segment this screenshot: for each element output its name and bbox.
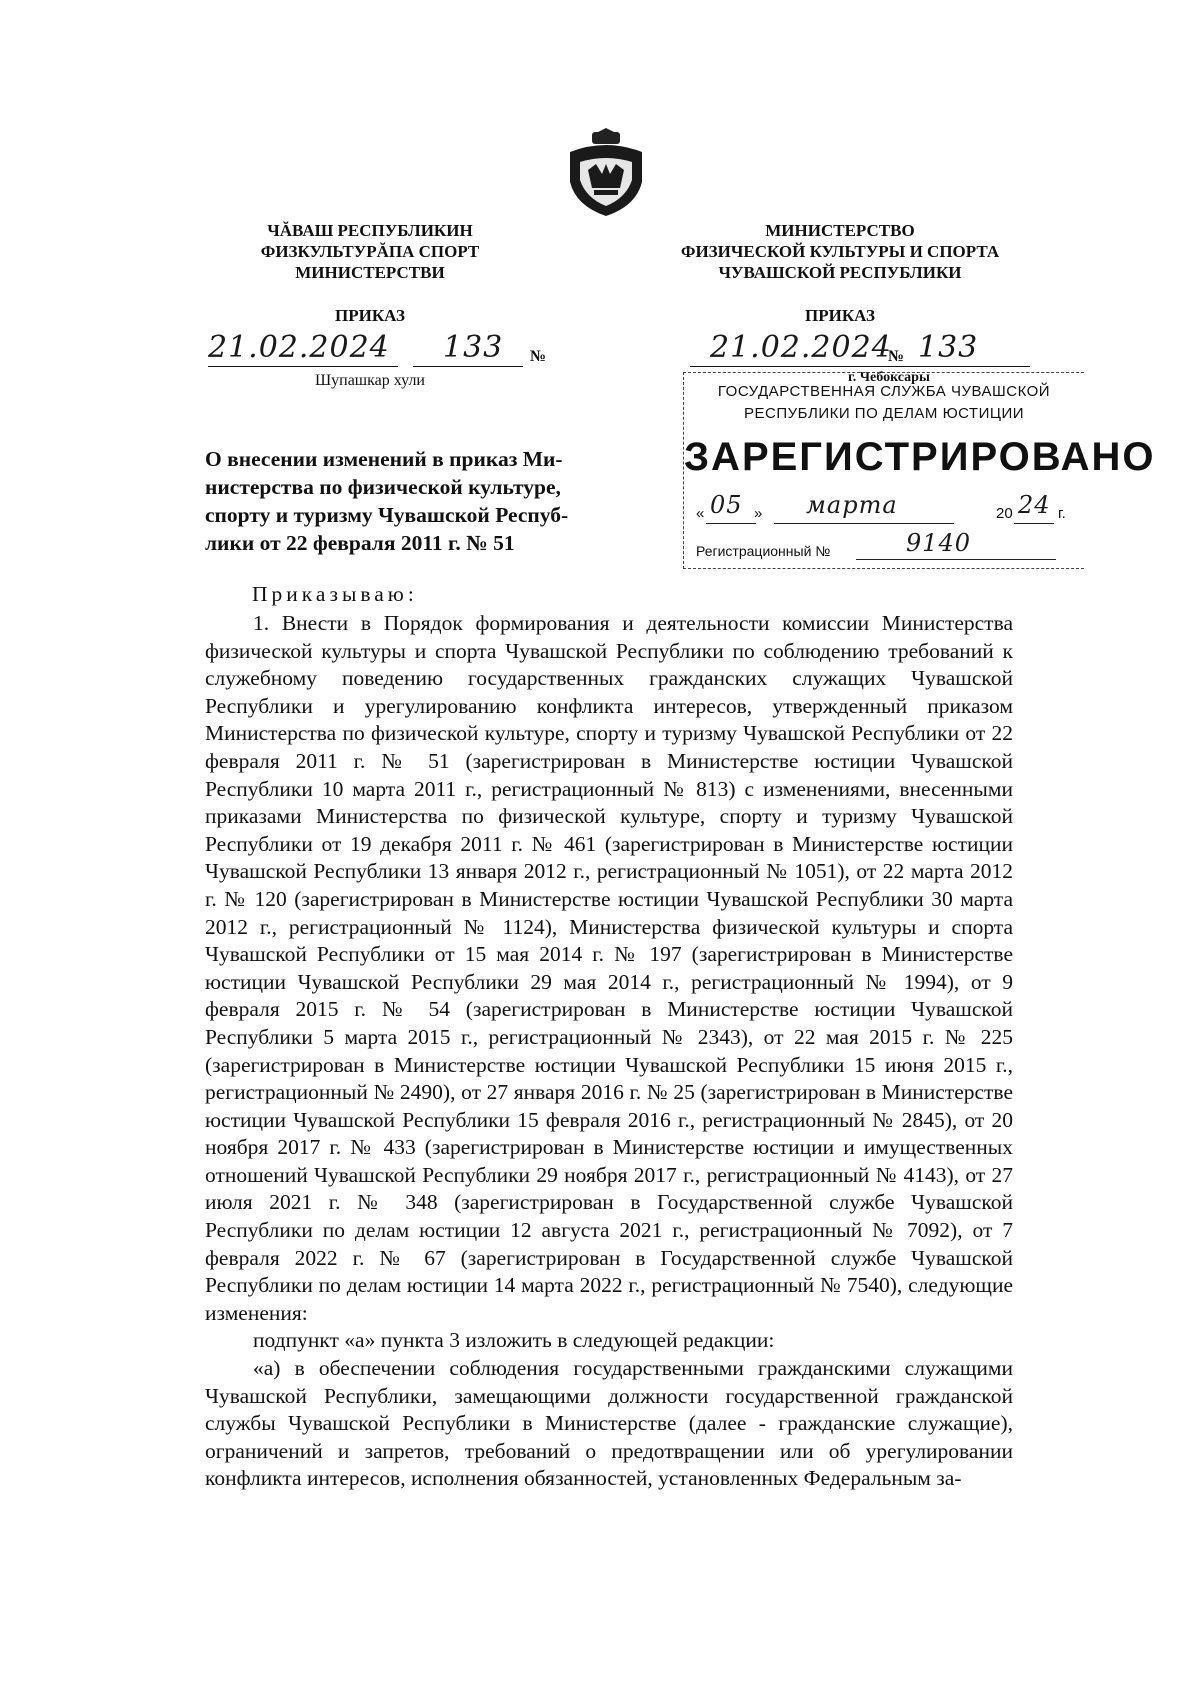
right-date-line <box>690 330 1030 370</box>
registration-stamp <box>683 372 1156 569</box>
right-city: г. Чебоксары <box>848 370 930 385</box>
right-header <box>660 220 1020 283</box>
stamp-date-row: « 05 » марта 20 24 г. <box>696 491 1066 522</box>
stamp-registered: ЗАРЕГИСТРИРОВАНО <box>684 435 1156 479</box>
right-header-line3: ЧУВАШСКОЙ РЕСПУБЛИКИ <box>718 263 962 282</box>
right-header-line1: МИНИСТЕРСТВО <box>765 221 915 240</box>
left-date-line <box>208 330 553 370</box>
stamp-line2: РЕСПУБЛИКИ ПО ДЕЛАМ ЮСТИЦИИ <box>743 405 1025 422</box>
left-header-line3: МИНИСТЕРСТВИ <box>295 263 445 282</box>
stamp-reg-row <box>696 529 1076 563</box>
left-header-line1: ЧĂВАШ РЕСПУБЛИКИН <box>267 221 473 240</box>
left-date-underline <box>208 366 398 367</box>
left-number-sign: № <box>530 348 547 365</box>
title-line3: спорту и туризму Чувашской Респуб- <box>205 503 569 527</box>
left-header <box>220 220 520 283</box>
title-line2: нистерства по физической культуре, <box>205 475 561 499</box>
stamp-reg-number: 9140 <box>906 529 972 557</box>
title-line4: лики от 22 февраля 2011 г. № 51 <box>205 531 515 555</box>
right-number-handwritten: 133 <box>918 330 979 365</box>
stamp-year-prefix: 20 <box>996 505 1013 522</box>
left-order-label: ПРИКАЗ <box>335 306 405 325</box>
right-order-label: ПРИКАЗ <box>805 306 875 325</box>
document-title <box>205 445 625 557</box>
title-line1: О внесении изменений в приказ Ми- <box>205 447 563 471</box>
right-date-underline <box>690 366 1030 367</box>
document-body <box>205 610 1013 1493</box>
left-date-handwritten: 21.02.2024 <box>208 330 390 365</box>
paragraph-3: «а) в обеспечении соблюдения государственными гражданскими служащими Чувашской Республики, замещающими должности государственной гражданской службы Чувашской Республики в Министерстве (далее - гражданские служащие), ограничений и запретов, требований о предотвращении или об урегулировании конфликта интересов, исполнения обязанностей, установленных Федеральным за- <box>205 1356 1013 1491</box>
stamp-line1: ГОСУДАРСТВЕННАЯ СЛУЖБА ЧУВАШСКОЙ <box>717 383 1051 400</box>
coat-of-arms-emblem <box>562 128 650 218</box>
paragraph-2: подпункт «а» пункта 3 изложить в следующей редакции: <box>253 1328 775 1353</box>
right-header-line2: ФИЗИЧЕСКОЙ КУЛЬТУРЫ И СПОРТА <box>680 242 1000 261</box>
right-number-sign: № <box>888 348 905 365</box>
paragraph-1: 1. Внести в Порядок формирования и деятельности комиссии Министерства физической культуры и спорта Чувашской Республики по соблюдению требований к служебному поведению государственных гражданских служащих Чувашской Республики и урегулированию конфликта интересов, утвержденный приказом Министерства по физической культуре, спорту и туризму Чувашской Республики от 22 февраля 2011 г. № 51 (зарегистрирован в Министерстве юстиции Чувашской Республики 10 марта 2011 г., регистрационный № 813) с изменениями, внесенными приказами Министерства по физической культуре, спорту и туризму Чувашской Республики от 19 декабря 2011 г. № 461 (зарегистрирован в Министерстве юстиции Чувашской Республики 13 января 2012 г., регистрационный № 1051), от 22 марта 2012 г. № 120 (зарегистрирован в Министерстве юстиции Чувашской Республики 30 марта 2012 г., регистрационный № 1124), Министерства физической культуры и спорта Чувашской Республики от 15 мая 2014 г. № 197 (зарегистрирован в Министерстве юстиции Чувашской Республики 29 мая 2014 г., регистрационный № 1994), от 9 февраля 2015 г. № 54 (зарегистрирован в Министерстве юстиции Чувашской Республики 5 марта 2015 г., регистрационный № 2343), от 22 мая 2015 г. № 225 (зарегистрирован в Министерстве юстиции Чувашской Республики 15 июня 2015 г., регистрационный № 2490), от 27 января 2016 г. № 25 (зарегистрирован в Министерстве юстиции Чувашской Республики 15 февраля 2016 г., регистрационный № 2845), от 20 ноября 2017 г. № 433 (зарегистрирован в Министерстве юстиции и имущественных отношений Чувашской Республики 29 ноября 2017 г., регистрационный № 4143), от 27 июля 2021 г. № 348 (зарегистрирован в Государственной службе Чувашской Республики по делам юстиции 12 августа 2021 г., регистрационный № 7092), от 7 февраля 2022 г. № 67 (зарегистрирован в Государственной службе Чувашской Республики по делам юстиции 14 марта 2022 г., регистрационный № 7540), следующие изменения: <box>205 611 1013 1325</box>
order-word: Приказываю: <box>252 582 418 606</box>
left-header-line2: ФИЗКУЛЬТУРĂПА СПОРТ <box>260 242 480 261</box>
stamp-year-end: г. <box>1058 505 1066 522</box>
right-date-handwritten: 21.02.2024 <box>710 330 892 365</box>
stamp-day: 05 <box>710 491 743 519</box>
stamp-reg-label: Регистрационный № <box>696 543 831 559</box>
stamp-month: марта <box>806 491 898 519</box>
left-number-underline <box>413 366 523 367</box>
left-number-handwritten: 133 <box>443 330 504 365</box>
left-city: Шупашкар хули <box>315 372 425 389</box>
stamp-year-suffix: 24 <box>1018 491 1051 519</box>
